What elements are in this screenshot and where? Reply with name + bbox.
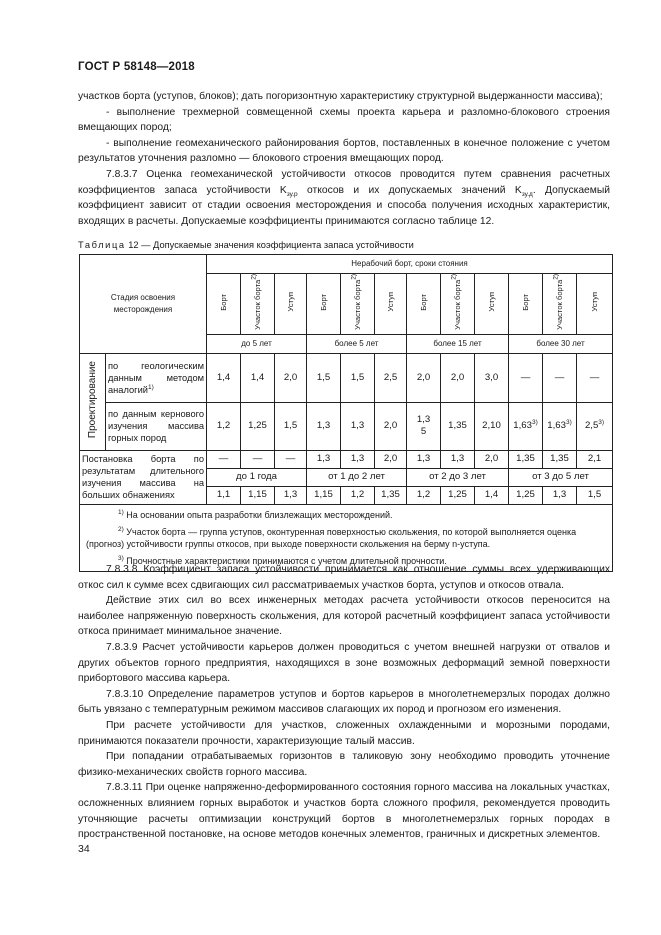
table-cell: 1,4 — [207, 353, 241, 402]
table-cell: 1,25 — [241, 402, 275, 450]
table-cell: 1,63$^{3)}$ — [509, 402, 543, 450]
table-cell: 1,35 — [543, 450, 577, 468]
table-cell: 1,2 — [207, 402, 241, 450]
table-cell: 2,1 — [577, 450, 613, 468]
table-cell: 3,0 — [475, 353, 509, 402]
table-cell: 1,5 — [307, 353, 341, 402]
table-cell: 1,15 — [307, 486, 341, 504]
footnote-2: $^{2)}$ Участок борта — группа уступов, оконтуренная поверхностью скольжения, по которой выполняется оценка (прогноз) устойчивости группы откосов, при выходе поверхности скольжения на берму n-уступа. — [86, 525, 577, 549]
design-stage-label: Проектирование — [80, 353, 106, 450]
table-cell: 1,15 — [241, 486, 275, 504]
header-ustup-4: Уступ — [577, 274, 613, 335]
stability-coefficient-table — [79, 254, 613, 572]
body-paragraph-3: 7.8.3.9 Расчет устойчивости карьеров должен проводиться с учетом внешней нагрузки от отвалов и других объектов горного предприятия, находящихся в зоне возможных деформаций земной поверхности прибортового массива карьера. — [78, 641, 610, 685]
table-cell: 1,4 — [241, 353, 275, 402]
intro-paragraph-4: 7.8.3.7 Оценка геомеханической устойчивости откосов проводится путем сравнения расчетных коэффициентов запаса устойчивости $K_{зу.р}$ откосов и их допускаемых значений $K_{зу.д}$. Допускаемый коэффициент зависит от стадии освоения месторождения и способа получения исходных характеристик, входящих в расчеты. Допускаемые коэффициенты принимаются согласно таблице 12. — [78, 168, 611, 227]
body-paragraph-4: 7.8.3.10 Определение параметров уступов и бортов карьеров в многолетнемерзлых породах должно быть увязано с температурным режимом массивов слагающих их пород и прогнозом его изменения. — [78, 688, 610, 716]
footnote-1: $^{1)}$ На основании опыта разработки близлежащих месторождений. — [118, 508, 393, 520]
table-cell: 2,0 — [407, 353, 441, 402]
row3-label: Постановка борта по результатам длительного изучения массива на больших обнажениях — [80, 450, 207, 504]
table-cell: 2,10 — [475, 402, 509, 450]
header-bort-3: Борт — [407, 274, 441, 335]
span-1: до 1 года — [207, 468, 307, 486]
period-4: более 30 лет — [509, 334, 613, 353]
table-cell: 1,2 — [341, 486, 375, 504]
body-paragraph-1: 7.8.3.8 Коэффициент запаса устойчивости принимается как отношение суммы всех удерживающих откос сил к сумме всех сдвигающих сил рассматриваемых участков борта, уступов и откосов отвала. — [78, 564, 610, 591]
header-ustup-3: Уступ — [475, 274, 509, 335]
table-cell: 2,0 — [275, 353, 307, 402]
table-cell: 2,5 — [375, 353, 407, 402]
body-paragraph-6: При попадании отрабатываемых горизонтов в таликовую зону необходимо проводить уточнение физико-механических свойств горного массива. — [78, 751, 610, 778]
body-paragraph-5: При расчете устойчивости для участков, сложенных охлажденными и морозными породами, принимаются показатели прочности, характеризующие талый массив. — [78, 719, 610, 747]
table-cell: — — [241, 450, 275, 468]
header-bort-2: Борт — [307, 274, 341, 335]
header-uchastok-3: Участок борта$^{2)}$ — [441, 274, 475, 335]
body-paragraph-7: 7.8.3.11 При оценке напряженно-деформированного состояния горного массива на локальных участках, осложненных влиянием горных выработок и участков борта сложного профиля, рекомендуется проводить уточняющие расчеты оптимизации конструкций бортов в многолетнемерзлых горных породах в пространственной постановке, на основе методов конечных элементов, граничных и дискретных элементов. — [78, 782, 610, 841]
header-stage: Стадия освоения месторождения — [80, 255, 207, 354]
table-cell: — — [509, 353, 543, 402]
span-4: от 3 до 5 лет — [509, 468, 613, 486]
row2-label: по данным кернового изучения массива горных пород — [106, 402, 207, 450]
table-cell: 1,2 — [407, 486, 441, 504]
period-2: более 5 лет — [307, 334, 407, 353]
table-cell: 1,63$^{3)}$ — [543, 402, 577, 450]
table-cell: 2,0 — [475, 450, 509, 468]
table-cell: 1,5 — [577, 486, 613, 504]
table-cell: 1,3 — [543, 486, 577, 504]
table-cell: 1,25 — [509, 486, 543, 504]
span-2: от 1 до 2 лет — [307, 468, 407, 486]
row1-label: по геологическим данным методом аналогий$^{1)}$ — [106, 353, 207, 402]
header-uchastok-1: Участок борта$^{2)}$ — [241, 274, 275, 335]
page-number: 34 — [78, 843, 90, 855]
table-cell: 1,35 — [441, 402, 475, 450]
table-cell: 1,25 — [441, 486, 475, 504]
header-ustup-2: Уступ — [375, 274, 407, 335]
table-cell: 1,3 — [407, 450, 441, 468]
table-cell: — — [275, 450, 307, 468]
table-cell: 1,4 — [475, 486, 509, 504]
table-cell: — — [207, 450, 241, 468]
body-text — [78, 562, 610, 843]
table-cell: 2,5$^{3)}$ — [577, 402, 613, 450]
table-cell: 1,3 — [307, 402, 341, 450]
header-group: Нерабочий борт, сроки стояния — [207, 255, 613, 274]
table-cell: 1,5 — [275, 402, 307, 450]
table-cell: — — [577, 353, 613, 402]
table-cell: — — [543, 353, 577, 402]
intro-paragraph-2: - выполнение трехмерной совмещенной схемы проекта карьера и разломно-блокового строения вмещающих пород; — [78, 106, 610, 134]
header-ustup-1: Уступ — [275, 274, 307, 335]
table-cell: 1,35 — [509, 450, 543, 468]
table-cell: 1,3 — [341, 402, 375, 450]
table-caption: Таблица 12 — Допускаемые значения коэффициента запаса устойчивости — [78, 240, 414, 250]
document-header: ГОСТ Р 58148—2018 — [78, 61, 195, 73]
table-cell: 1,3 5 — [407, 402, 441, 450]
table-cell: 2,0 — [441, 353, 475, 402]
table-cell: 1,3 — [275, 486, 307, 504]
intro-paragraph-3: - выполнение геомеханического районирования бортов, поставленных в конечное положение с учетом результатов уточнения разломно — блокового строения вмещающих пород. — [78, 137, 610, 165]
intro-text — [78, 89, 610, 229]
table-cell: 1,1 — [207, 486, 241, 504]
body-paragraph-2: Действие этих сил во всех инженерных методах расчета устойчивости откосов переносится на наиболее напряженную поверхность скольжения, для которой расчетный коэффициент запаса устойчивости откоса принимает минимальное значение. — [78, 595, 610, 638]
period-3: более 15 лет — [407, 334, 509, 353]
header-uchastok-2: Участок борта$^{2)}$ — [341, 274, 375, 335]
table-cell: 1,3 — [441, 450, 475, 468]
table-cell: 1,5 — [341, 353, 375, 402]
span-3: от 2 до 3 лет — [407, 468, 509, 486]
header-bort-4: Борт — [509, 274, 543, 335]
table-cell: 2,0 — [375, 402, 407, 450]
intro-paragraph-1: участков борта (уступов, блоков); дать погоризонтную характеристику структурной выдержанности массива); — [78, 91, 603, 102]
header-bort-1: Борт — [207, 274, 241, 335]
header-uchastok-4: Участок борта$^{2)}$ — [543, 274, 577, 335]
table-cell: 1,3 — [341, 450, 375, 468]
table-cell: 2,0 — [375, 450, 407, 468]
table-cell: 1,3 — [307, 450, 341, 468]
table-cell: 1,35 — [375, 486, 407, 504]
period-1: до 5 лет — [207, 334, 307, 353]
footnote-3: $^{3)}$ Прочностные характеристики принимаются с учетом длительной прочности. — [118, 554, 447, 566]
